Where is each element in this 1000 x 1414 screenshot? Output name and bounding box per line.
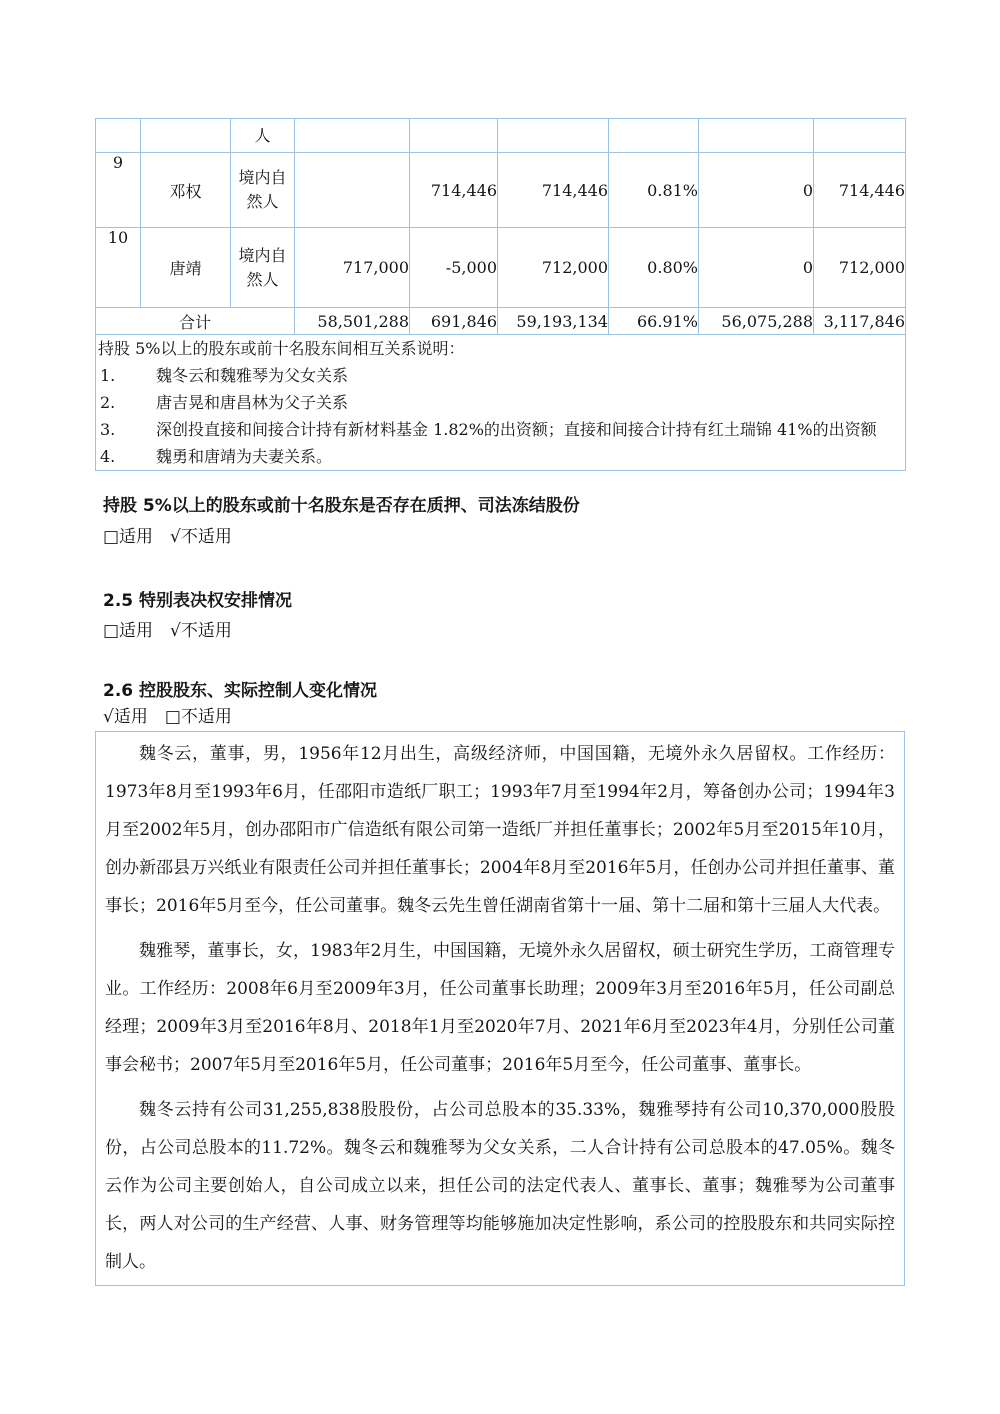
controller-change-detail-box — [95, 731, 905, 1286]
applicable-line-2-5: □适用 √不适用 — [103, 621, 232, 641]
cell-value: 712,000 — [814, 228, 906, 308]
cell-value — [410, 119, 498, 153]
cell-shareholder-name — [141, 119, 231, 153]
applicable-line-2-6: √适用 □不适用 — [103, 707, 232, 727]
cell-value — [699, 119, 814, 153]
note-item — [96, 443, 905, 470]
cell-holder-type: 境内自然人 — [231, 228, 295, 308]
cell-rank — [96, 119, 141, 153]
cell-value: 0.81% — [609, 153, 699, 228]
cell-value — [295, 119, 410, 153]
cell-value: 712,000 — [498, 228, 609, 308]
heading-pledge-freeze: 持股 5%以上的股东或前十名股东是否存在质押、司法冻结股份 — [103, 496, 580, 516]
table-row-carryover — [96, 119, 906, 153]
cell-total-value: 691,846 — [410, 308, 498, 335]
cell-value — [609, 119, 699, 153]
cell-value: 0.80% — [609, 228, 699, 308]
heading-2-5-special-voting-rights: 2.5 特别表决权安排情况 — [103, 591, 293, 611]
note-item — [96, 416, 905, 443]
table-row-shareholder-10 — [96, 228, 906, 308]
cell-holder-type: 人 — [231, 119, 295, 153]
applicable-line-pledge-freeze: □适用 √不适用 — [103, 527, 232, 547]
cell-value: 714,446 — [498, 153, 609, 228]
note-text: 魏冬云和魏雅琴为父女关系 — [156, 366, 349, 385]
cell-shareholder-name: 邓权 — [141, 153, 231, 228]
cell-value: 0 — [699, 228, 814, 308]
cell-rank: 10 — [96, 228, 141, 308]
report-sections — [103, 495, 905, 728]
cell-value — [295, 153, 410, 228]
table-row-shareholder-9 — [96, 153, 906, 228]
note-item — [96, 389, 905, 416]
notes-title: 持股 5%以上的股东或前十名股东间相互关系说明： — [98, 339, 465, 358]
note-number: 1. — [100, 366, 116, 385]
cell-total-value: 66.91% — [609, 308, 699, 335]
bio-paragraph-weidongyun: 魏冬云，董事，男，1956年12月出生，高级经济师，中国国籍，无境外永久居留权。工作经历：1973年8月至1993年6月，任邵阳市造纸厂职工；1993年7月至1994年2月，筹备创办公司；1994年3月至2002年5月，创办邵阳市广信造纸有限公司第一造纸厂并担任董事长；2002年5月至2015年10月，创办新邵县万兴纸业有限责任公司并担任董事长；2004年8月至2016年5月，任创办公司并担任董事、董事长；2016年5月至今，任公司董事。魏冬云先生曾任湖南省第十一届、第十二届和第十三届人大代表。 — [105, 744, 895, 916]
cell-total-value: 59,193,134 — [498, 308, 609, 335]
cell-shareholder-name: 唐靖 — [141, 228, 231, 308]
table-row-total — [96, 308, 906, 335]
cell-value: 714,446 — [814, 153, 906, 228]
note-number: 2. — [100, 393, 116, 412]
shareholder-table — [95, 118, 906, 471]
cell-total-value: 56,075,288 — [699, 308, 814, 335]
cell-value: 0 — [699, 153, 814, 228]
heading-2-6-controller-change: 2.6 控股股东、实际控制人变化情况 — [103, 681, 378, 701]
cell-total-value: 3,117,846 — [814, 308, 906, 335]
note-number: 4. — [100, 447, 116, 466]
cell-value: 714,446 — [410, 153, 498, 228]
cell-total-label: 合计 — [96, 308, 295, 335]
note-number: 3. — [100, 420, 116, 439]
table-row-notes — [96, 335, 906, 471]
note-text: 魏勇和唐靖为夫妻关系。 — [156, 447, 333, 466]
cell-total-value: 58,501,288 — [295, 308, 410, 335]
cell-value — [498, 119, 609, 153]
bio-paragraph-weiyaqin: 魏雅琴，董事长，女，1983年2月生，中国国籍，无境外永久居留权，硕士研究生学历，工商管理专业。工作经历：2008年6月至2009年3月，任公司董事长助理；2009年3月至2016年5月，任公司副总经理；2009年3月至2016年8月、2018年1月至2020年7月、2021年6月至2023年4月，分别任公司董事会秘书；2007年5月至2016年5月，任公司董事；2016年5月至今，任公司董事、董事长。 — [105, 941, 895, 1075]
cell-value: -5,000 — [410, 228, 498, 308]
cell-holder-type: 境内自然人 — [231, 153, 295, 228]
note-text: 唐吉晃和唐昌林为父子关系 — [156, 393, 349, 412]
cell-relationship-notes — [96, 335, 906, 471]
cell-rank: 9 — [96, 153, 141, 228]
note-text: 深创投直接和间接合计持有新材料基金 1.82%的出资额；直接和间接合计持有红土瑞锦 41%的出资额 — [156, 420, 877, 439]
bio-paragraph-shareholding-summary: 魏冬云持有公司31,255,838股股份，占公司总股本的35.33%，魏雅琴持有公司10,370,000股股份，占公司总股本的11.72%。魏冬云和魏雅琴为父女关系，二人合计持有公司总股本的47.05%。魏冬云作为公司主要创始人，自公司成立以来，担任公司的法定代表人、董事长、董事；魏雅琴为公司董事长，两人对公司的生产经营、人事、财务管理等均能够施加决定性影响，系公司的控股股东和共同实际控制人。 — [105, 1100, 895, 1272]
cell-value — [814, 119, 906, 153]
cell-value: 717,000 — [295, 228, 410, 308]
note-item — [96, 362, 905, 389]
